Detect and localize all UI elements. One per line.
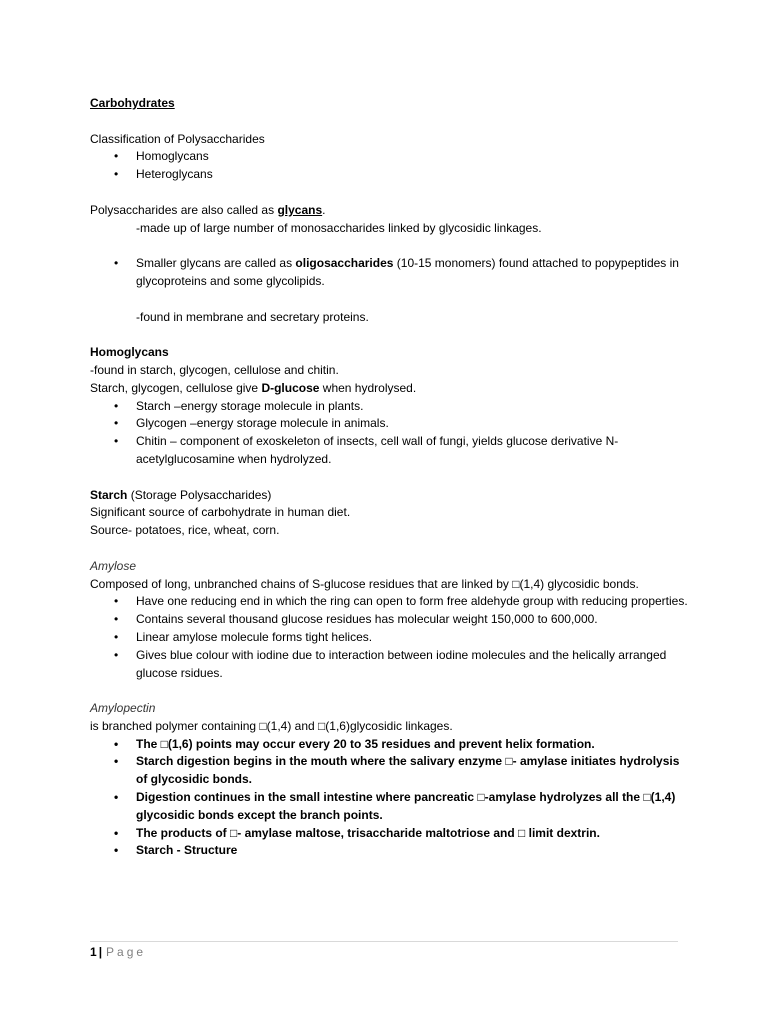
document-body [90,95,690,860]
glycans-line: Polysaccharides are also called as glycans. [90,202,326,217]
list-item: • Homoglycans [90,148,690,166]
list-item: • Have one reducing end in which the ring can open to form free aldehyde group with reducing properties. [90,593,690,611]
list-item: • Gives blue colour with iodine due to interaction between iodine molecules and the helically arranged glucose rsidues. [90,647,690,683]
list-item: • Smaller glycans are called as oligosaccharides (10-15 monomers) found attached to popypeptides in glycoproteins and some glycolipids. [90,255,690,291]
footer-separator: | [98,945,103,959]
list-item: • Contains several thousand glucose residues has molecular weight 150,000 to 600,000. [90,611,690,629]
list-item: • Heteroglycans [90,166,690,184]
classification-heading: Classification of Polysaccharides [90,131,265,146]
classification-list [90,148,690,184]
list-item: • Starch digestion begins in the mouth where the salivary enzyme □- amylase initiates hydrolysis of glycosidic bonds. [90,753,690,789]
amylopectin-list [90,736,690,861]
document-title: Carbohydrates [90,96,175,110]
d-glucose-term: D-glucose [261,380,320,395]
oligosaccharides-list [90,255,690,291]
page-label: Page [106,945,147,959]
page-footer [90,944,146,962]
amylose-list [90,593,690,682]
list-item: • The products of □- amylase maltose, trisaccharide maltotriose and □ limit dextrin. [90,825,690,843]
page-number: 1 [90,945,97,959]
list-item: • Starch –energy storage molecule in plants. [90,398,690,416]
amylose-intro: Composed of long, unbranched chains of S-glucose residues that are linked by □(1,4) glycosidic bonds. [90,576,639,591]
homoglycans-line: -found in starch, glycogen, cellulose and chitin. [90,362,339,377]
list-item: • Digestion continues in the small intestine where pancreatic □-amylase hydrolyzes all the □(1,4) glycosidic bonds except the branch points. [90,789,690,825]
list-item: • Chitin – component of exoskeleton of insects, cell wall of fungi, yields glucose derivative N-acetylglucosamine when hydrolyzed. [90,433,690,469]
glycans-subline: -found in membrane and secretary proteins. [136,309,369,324]
starch-heading: Starch (Storage Polysaccharides) [90,487,272,502]
glycans-term: glycans [277,202,323,217]
amylopectin-heading: Amylopectin [90,701,156,716]
amylopectin-intro: is branched polymer containing □(1,4) and □(1,6)glycosidic linkages. [90,718,453,733]
list-item: • Starch - Structure [90,842,690,860]
list-item: • Glycogen –energy storage molecule in animals. [90,415,690,433]
footer-divider [90,941,678,942]
list-item: • Linear amylose molecule forms tight helices. [90,629,690,647]
homoglycans-list [90,398,690,469]
homoglycans-line: Starch, glycogen, cellulose give D-glucose when hydrolysed. [90,380,417,395]
amylose-heading: Amylose [90,558,137,573]
list-item: • The □(1,6) points may occur every 20 to 35 residues and prevent helix formation. [90,736,690,754]
starch-line: Significant source of carbohydrate in human diet. [90,505,351,520]
glycans-subline: -made up of large number of monosaccharides linked by glycosidic linkages. [136,220,542,235]
oligosaccharides-term: oligosaccharides [295,256,394,271]
starch-line: Source- potatoes, rice, wheat, corn. [90,523,280,538]
homoglycans-heading: Homoglycans [90,345,169,360]
